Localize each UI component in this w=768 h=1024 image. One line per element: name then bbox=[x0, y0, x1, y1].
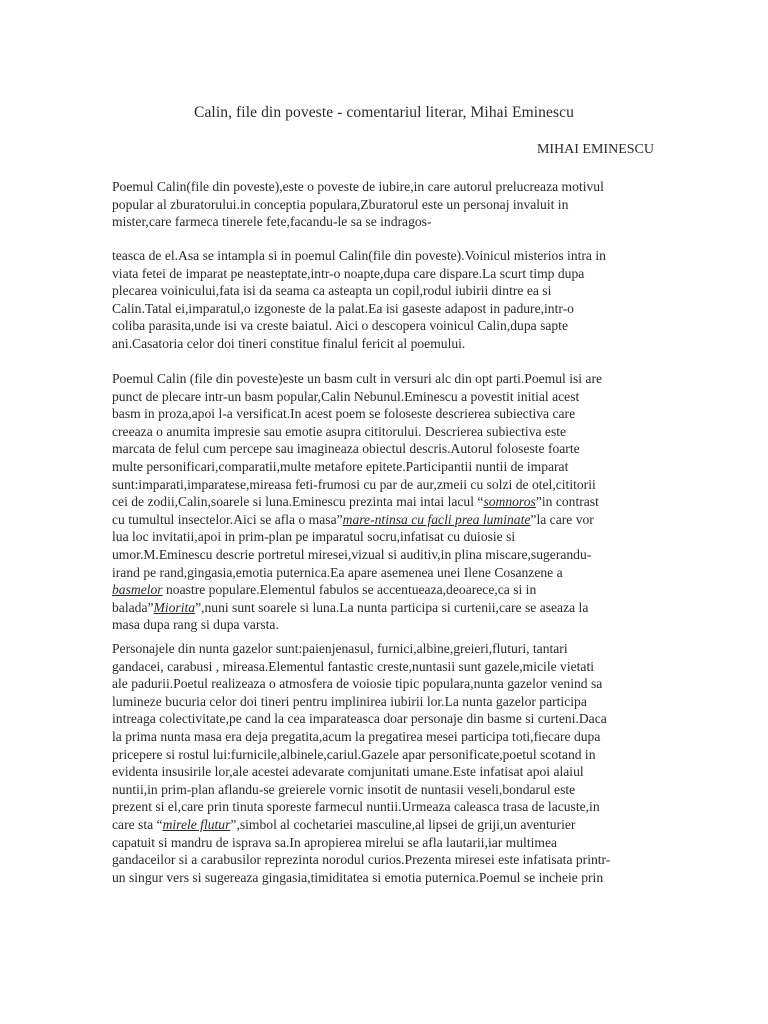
text-line: ale padurii.Poetul realizeaza o atmosfera de voiosie tipic populara,nunta gazelor venind sa bbox=[112, 676, 603, 692]
text-fragment: ”la care vor bbox=[530, 511, 594, 527]
quoted-term: mare-ntinsa cu facli prea luminate bbox=[342, 511, 531, 527]
text-fragment: ”,nuni sunt soarele si luna.La nunta participa si curtenii,care se aseaza la bbox=[195, 599, 589, 615]
text-line: lumineze bucuria celor doi tineri pentru implinirea iubirii lor.La nunta gazelor participa bbox=[112, 693, 587, 709]
text-line: creeaza o anumita impresie sau emotie asupra cititorului. Descrierea subiectiva este bbox=[112, 423, 567, 439]
text-line: Personajele din nunta gazelor sunt:paienjenasul, furnici,albine,greieri,fluturi, tantari bbox=[112, 641, 568, 656]
text-line: coliba parasita,unde isi va creste baiatul. Aici o descopera voinicul Calin,dupa sapte bbox=[112, 318, 568, 334]
text-fragment: noastre populare.Elementul fabulos se accentueaza,deoarece,ca si in bbox=[162, 582, 537, 598]
text-fragment: care sta “ bbox=[112, 816, 163, 832]
text-fragment: cei de zodii,Calin,soarele si luna.Eminescu prezinta mai intai lacul “ bbox=[112, 494, 484, 510]
text-line: Poemul Calin(file din poveste),este o poveste de iubire,in care autorul prelucreaza motivul bbox=[112, 179, 604, 194]
text-line: marcata de felul cum percepe sau imagineaza obiectul descris.Autorul foloseste foarte bbox=[112, 441, 580, 457]
paragraph-1 bbox=[112, 178, 657, 231]
text-line: capatuit si mandru de isprava sa.In apropierea mirelui se afla lautarii,iar multimea bbox=[112, 834, 558, 850]
text-line: Calin.Tatal ei,imparatul,o izgoneste de la palat.Ea isi gaseste adapost in padure,intr-o bbox=[112, 300, 574, 316]
text-line bbox=[112, 511, 657, 529]
text-fragment: balada” bbox=[112, 599, 154, 615]
text-line: pricepere si rostul lui:furnicile,albinele,cariul.Gazele apar personificate,poetul scotand in bbox=[112, 746, 596, 762]
quoted-term: mirele flutur bbox=[162, 816, 231, 832]
paragraph-3 bbox=[112, 370, 657, 634]
text-line: multe personificari,comparatii,multe metafore epitete.Participantii nuntii de imparat bbox=[112, 458, 569, 474]
quoted-term: somnoros bbox=[483, 494, 536, 510]
paragraph-4 bbox=[112, 640, 657, 886]
text-line: la prima nunta masa era deja pregatita,acum la pregatirea mesei participa toti,fiecare dupa bbox=[112, 728, 601, 744]
quoted-term: basmelor bbox=[112, 582, 163, 598]
text-line: sunt:imparati,imparatese,mireasa feti-frumosi cu par de aur,zmeii cu solzi de otel,cititorii bbox=[112, 476, 596, 492]
text-line: gandacei, carabusi , mireasa.Elementul fantastic creste,nuntasii sunt gazele,micile vietati bbox=[112, 658, 595, 674]
text-line bbox=[112, 816, 657, 834]
text-line: ani.Casatoria celor doi tineri constitue finalul fericit al poemului. bbox=[112, 335, 466, 351]
text-line: gandaceilor si a carabusilor reprezinta norodul curios.Prezenta miresei este infatisata printr- bbox=[112, 852, 611, 868]
text-line: mister,care farmeca tinerele fete,facandu-le sa se indragos- bbox=[112, 214, 432, 230]
document-title: Calin, file din poveste - comentariul literar, Mihai Eminescu bbox=[194, 104, 574, 121]
text-line: punct de plecare intr-un basm popular,Calin Nebunul.Eminescu a povestit initial acest bbox=[112, 388, 580, 404]
text-line bbox=[112, 493, 657, 511]
text-fragment: ”in contrast bbox=[535, 494, 599, 510]
text-line: evidenta insusirile lor,ale acestei adevarate comjunitati umane.Este infatisat apoi alaiul bbox=[112, 764, 584, 780]
text-line: masa dupa rang si dupa varsta. bbox=[112, 617, 279, 633]
text-line: irand pe rand,gingasia,emotia puternica.Ea apare asemenea unei Ilene Cosanzene a bbox=[112, 564, 563, 580]
quoted-term: Miorita bbox=[153, 599, 196, 615]
text-line: teasca de el.Asa se intampla si in poemul Calin(file din poveste).Voinicul misterios intra in bbox=[112, 248, 606, 263]
document-author: MIHAI EMINESCU bbox=[536, 142, 654, 157]
text-line bbox=[112, 599, 657, 617]
paragraph-2 bbox=[112, 247, 657, 353]
text-line: intreaga colectivitate,pe cand la cea imparateasca doar personaje din basme si curteni.Daca bbox=[112, 711, 607, 727]
text-line bbox=[112, 581, 657, 599]
text-fragment: ”,simbol al cochetariei masculine,al lipsei de griji,un aventurier bbox=[230, 816, 576, 832]
text-line: popular al zburatorului.in conceptia populara,Zburatorul este un personaj invaluit in bbox=[112, 196, 569, 212]
text-line: prezent si el,care prin tinuta sporeste farmecul nuntii.Urmeaza caleasca trasa de lacuste,in bbox=[112, 799, 600, 815]
text-line: umor.M.Eminescu descrie portretul miresei,vizual si auditiv,in plina miscare,sugerandu- bbox=[112, 546, 592, 562]
text-line: basm in proza,apoi l-a versificat.In acest poem se foloseste descrierea subiectiva care bbox=[112, 406, 576, 422]
text-line: nuntii,in prim-plan aflandu-se greierele vornic insotit de nuntasii veseli,bondarul este bbox=[112, 781, 576, 797]
text-fragment: cu tumultul insectelor.Aici se afla o masa” bbox=[112, 511, 343, 527]
text-line: Poemul Calin (file din poveste)este un basm cult in versuri alc din opt parti.Poemul isi are bbox=[112, 371, 603, 386]
text-line: un singur vers si sugereaza gingasia,timiditatea si emotia puternica.Poemul se incheie prin bbox=[112, 869, 604, 885]
text-line: lua loc invitatii,apoi in prim-plan pe imparatul socru,infatisat cu duiosie si bbox=[112, 529, 516, 545]
text-line: viata fetei de imparat pe neasteptate,intr-o noapte,dupa care dispare.La scurt timp dupa bbox=[112, 265, 585, 281]
text-line: plecarea voinicului,fata isi da seama ca asteapta un copil,rodul iubirii dintre ea si bbox=[112, 283, 552, 299]
